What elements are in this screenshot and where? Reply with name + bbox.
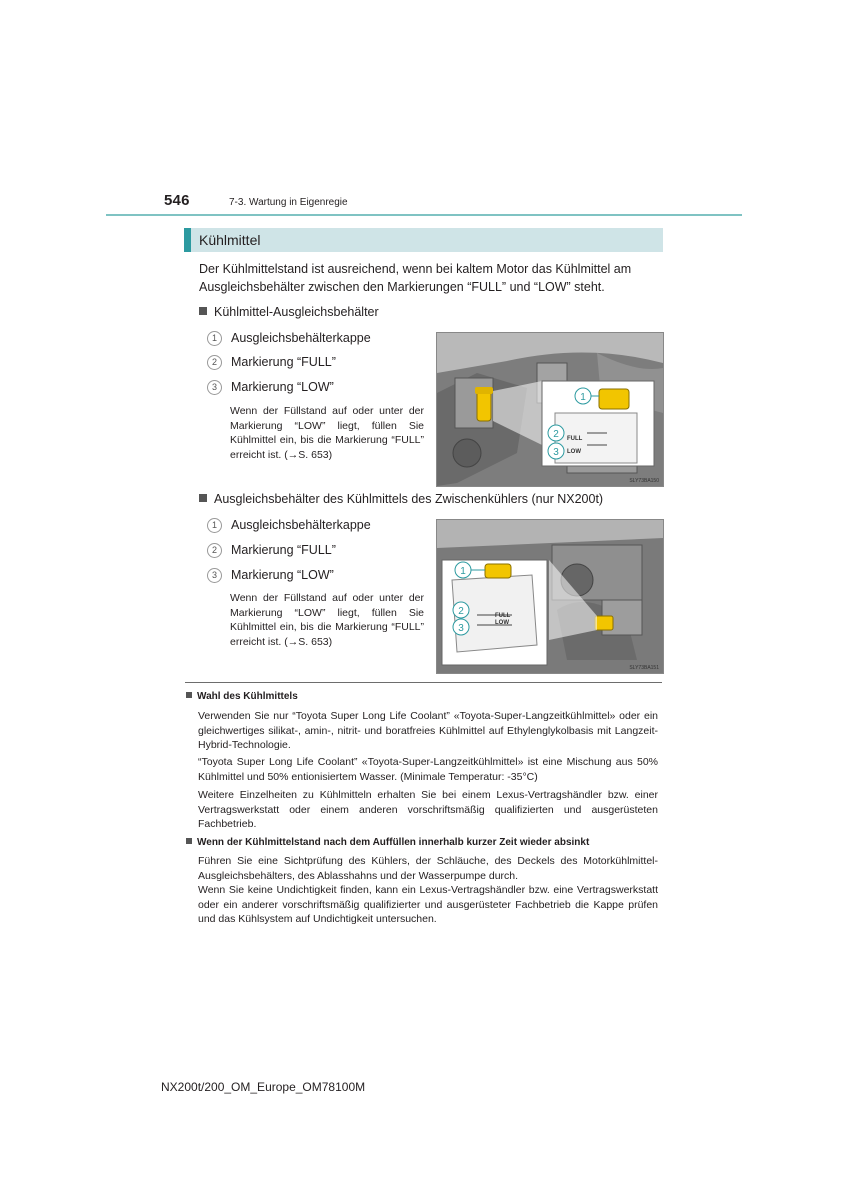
block2-note: Wenn der Füllstand auf oder unter der Markierung “LOW” liegt, füllen Sie Kühlmittel ein, bis die Markierung “FULL” erreicht ist. (→S. 653) xyxy=(230,592,424,648)
full-marking-label: FULL xyxy=(567,436,583,442)
block1-item-1: 1 Ausgleichsbehälterkappe xyxy=(207,330,371,346)
info2-paragraph-1: Führen Sie eine Sichtprüfung des Kühlers, der Schläuche, des Deckels des Motorkühlmittel-Ausgleichsbehälters, des Ablasshahns und der Wasserpumpe durch. xyxy=(198,855,658,882)
block2-item-2: 2 Markierung “FULL” xyxy=(207,542,336,558)
square-bullet-icon xyxy=(199,307,207,315)
section-accent xyxy=(184,228,191,252)
callout-2: 2 xyxy=(553,429,559,440)
info1-paragraph-1: Verwenden Sie nur “Toyota Super Long Life Coolant” «Toyota-Super-Langzeitkühlmittel» oder ein gleichwertiges silikat-, amin-, nitrit- und boratfreies Kühlmittel auf Ethylenglykolbasis mit Langzeit-Hybrid-Technologie. xyxy=(198,710,658,751)
figure-code: SLY73BA150 xyxy=(629,478,659,484)
block1-item-2: 2 Markierung “FULL” xyxy=(207,354,336,370)
callout-1: 1 xyxy=(460,566,466,577)
block2-item-1: 1 Ausgleichsbehälterkappe xyxy=(207,517,371,533)
circled-number-icon: 2 xyxy=(207,543,222,558)
circled-number-icon: 3 xyxy=(207,380,222,395)
block1-heading: Kühlmittel-Ausgleichsbehälter xyxy=(199,305,379,319)
callout-3: 3 xyxy=(553,447,559,458)
square-bullet-icon xyxy=(186,838,192,844)
info-divider xyxy=(185,682,662,683)
circled-number-icon: 2 xyxy=(207,355,222,370)
section-title-bar xyxy=(184,228,663,252)
low-marking-label: LOW xyxy=(567,449,581,455)
circled-number-icon: 1 xyxy=(207,331,222,346)
block1-item-3: 3 Markierung “LOW” xyxy=(207,379,334,395)
callout-3: 3 xyxy=(458,623,464,634)
info2-heading: Wenn der Kühlmittelstand nach dem Auffüllen innerhalb kurzer Zeit wieder absinkt xyxy=(186,837,589,848)
section-reference: 7-3. Wartung in Eigenregie xyxy=(229,197,348,208)
intro-paragraph: Der Kühlmittelstand ist ausreichend, wenn bei kaltem Motor das Kühlmittel am Ausgleichsbehälter zwischen den Markierungen “FULL” und “LOW” steht. xyxy=(199,262,632,294)
block1-note: Wenn der Füllstand auf oder unter der Markierung “LOW” liegt, füllen Sie Kühlmittel ein, bis die Markierung “FULL” erreicht ist. (→S. 653) xyxy=(230,405,424,461)
full-marking-label: FULL xyxy=(495,613,511,619)
engine-bay-illustration xyxy=(437,333,663,486)
low-marking-label: LOW xyxy=(495,620,509,626)
info1-paragraph-2: “Toyota Super Long Life Coolant” «Toyota-Super-Langzeitkühlmittel» ist eine Mischung aus 50% Kühlmittel und 50% entionisiertem Wasser. (Minimale Temperatur: -35°C) xyxy=(198,756,658,783)
info1-paragraph-3: Weitere Einzelheiten zu Kühlmitteln erhalten Sie bei einem Lexus-Vertragshändler bzw. einer Vertragswerkstatt oder einem anderen vorschriftsmäßig qualifizierten und ausgerüsteten Fachbetrieb. xyxy=(198,789,658,830)
info1-heading: Wahl des Kühlmittels xyxy=(186,691,298,702)
header-rule xyxy=(106,214,742,216)
engine-bay-figure-2 xyxy=(436,519,664,674)
info2-paragraph-2: Wenn Sie keine Undichtigkeit finden, kann ein Lexus-Vertragshändler bzw. eine Vertragswerkstatt oder ein anderer vorschriftsmäßig qualifizierter und ausgerüsteter Fachbetrieb die Kappe prüfen und das Kühlsystem auf Undichtigkeit untersuchen. xyxy=(198,884,658,925)
block2-heading: Ausgleichsbehälter des Kühlmittels des Zwischenkühlers (nur NX200t) xyxy=(199,492,603,506)
footer-doc-code: NX200t/200_OM_Europe_OM78100M xyxy=(161,1080,366,1094)
figure-code: SLY73BA151 xyxy=(629,665,659,671)
block2-item-3: 3 Markierung “LOW” xyxy=(207,567,334,583)
circled-number-icon: 3 xyxy=(207,568,222,583)
square-bullet-icon xyxy=(199,494,207,502)
engine-bay-figure-1 xyxy=(436,332,664,487)
callout-1: 1 xyxy=(580,392,586,403)
square-bullet-icon xyxy=(186,692,192,698)
callout-2: 2 xyxy=(458,606,464,617)
section-title: Kühlmittel xyxy=(199,232,261,248)
intercooler-tank-illustration xyxy=(437,520,663,673)
circled-number-icon: 1 xyxy=(207,518,222,533)
page-number: 546 xyxy=(164,192,190,209)
